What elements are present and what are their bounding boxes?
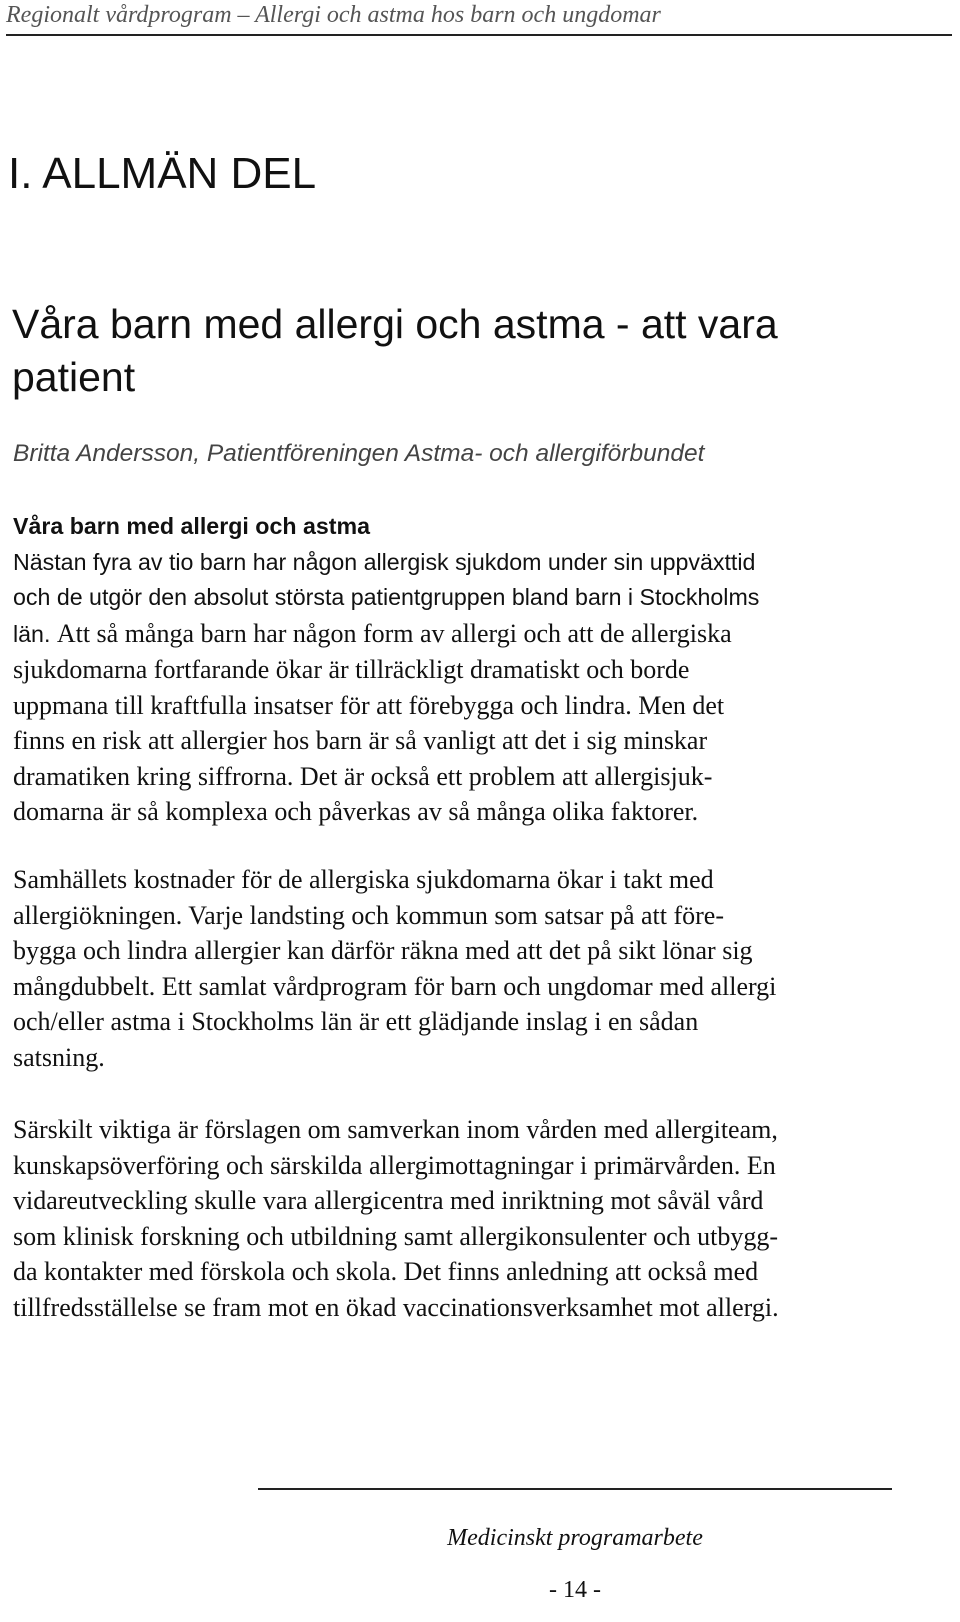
part-title: I. ALLMÄN DEL	[8, 149, 317, 198]
paragraph-line: Nästan fyra av tio barn har någon allergisk sjukdom under sin uppväxttid	[13, 548, 756, 575]
page-number: - 14 -	[549, 1577, 601, 1603]
footer-rule	[258, 1488, 892, 1490]
chapter-title-line: Våra barn med allergi och astma - att vara	[12, 301, 778, 347]
paragraph-3	[13, 1112, 933, 1325]
chapter-title-line: patient	[12, 354, 136, 400]
paragraph-line: mångdubbelt. Ett samlat vårdprogram för barn och ungdomar med allergi	[13, 971, 777, 1001]
paragraph-line: kunskapsöverföring och särskilda allergimottagningar i primärvården. En	[13, 1150, 776, 1180]
paragraph-line: vidareutveckling skulle vara allergicentra med inriktning mot såväl vård	[13, 1186, 764, 1215]
paragraph-line: allergiökningen. Varje landsting och kommun som satsar på att före-	[13, 900, 724, 930]
paragraph-line: sjukdomarna fortfarande ökar är tillräckligt dramatiskt och borde	[13, 655, 690, 684]
paragraph-line: Särskilt viktiga är förslagen om samverkan inom vården med allergiteam,	[13, 1115, 778, 1144]
section-heading: Våra barn med allergi och astma	[13, 513, 370, 539]
paragraph-line: bygga och lindra allergier kan därför räkna med att det på sikt lönar sig	[13, 936, 753, 965]
paragraph-2	[13, 862, 933, 1075]
paragraph-line: tillfredsställelse se fram mot en ökad vaccinationsverksamhet mot allergi.	[13, 1292, 779, 1322]
paragraph-line: finns en risk att allergier hos barn är så vanligt att det i sig minskar	[13, 726, 708, 755]
paragraph-line: Samhällets kostnader för de allergiska sjukdomarna ökar i takt med	[13, 865, 714, 894]
paragraph-line: och/eller astma i Stockholms län är ett glädjande inslag i en sådan	[13, 1007, 699, 1036]
paragraph-line: som klinisk forskning och utbildning samt allergikonsulenter och utbygg-	[13, 1221, 778, 1251]
paragraph-line: uppmana till kraftfulla insatser för att förebygga och lindra. Men det	[13, 690, 725, 720]
paragraph-line-rest: Att så många barn har någon form av allergi och att de allergiska	[56, 618, 732, 648]
running-header: Regionalt vårdprogram – Allergi och astma hos barn och ungdomar	[6, 2, 661, 28]
paragraph-line: domarna är så komplexa och påverkas av så många olika faktorer.	[13, 797, 699, 826]
paragraph-line: da kontakter med förskola och skola. Det finns anledning att också med	[13, 1257, 759, 1286]
paragraph-line: och de utgör den absolut största patientgruppen bland barn i Stockholms	[13, 584, 760, 610]
header-rule	[6, 34, 952, 36]
paragraph-line-start: län.	[13, 620, 57, 647]
paragraph-line	[13, 616, 933, 653]
paragraph-line: satsning.	[13, 1042, 105, 1072]
author-line: Britta Andersson, Patientföreningen Astma- och allergiförbundet	[13, 440, 705, 467]
paragraph-1	[13, 509, 933, 830]
chapter-title	[12, 298, 942, 404]
footer-text: Medicinskt programarbete	[447, 1525, 703, 1551]
paragraph-line: dramatiken kring siffrorna. Det är också ett problem att allergisjuk-	[13, 761, 713, 791]
